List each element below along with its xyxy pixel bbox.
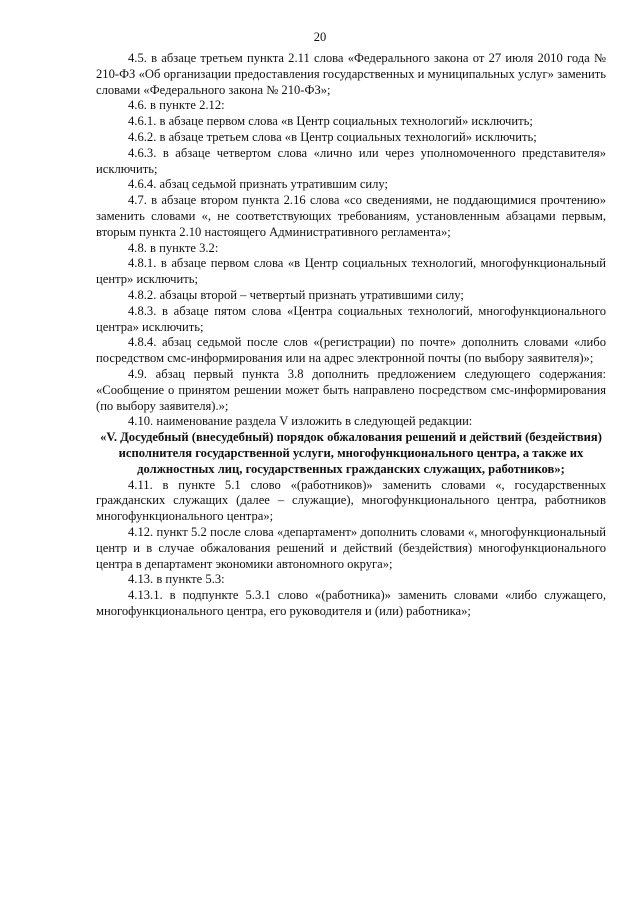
paragraph-4-10: 4.10. наименование раздела V изложить в следующей редакции: [128, 414, 473, 429]
paragraph-4-6: 4.6. в пункте 2.12: [128, 98, 225, 113]
paragraph-4-5: 4.5. в абзаце третьем пункта 2.11 слова «Федерального закона от 27 июля 2010 года № 210-ФЗ «Об организации предоставления государственных и муниципальных услуг» заменить словами «Федерального закона № 210-ФЗ»; [96, 51, 606, 97]
document-body [96, 51, 606, 620]
paragraph-4-8-1: 4.8.1. в абзаце первом слова «в Центр социальных технологий, многофункциональный центр» исключить; [96, 256, 606, 287]
paragraph-4-8-3: 4.8.3. в абзаце пятом слова «Центра социальных технологий, многофункционального центра» исключить; [96, 303, 606, 334]
section-v-heading: «V. Досудебный (внесудебный) порядок обжалования решений и действий (бездействия) исполнителя государственной услуги, многофункционального центра, а также их должностных лиц, государственных гражданских служащих, работников»; [100, 430, 602, 476]
paragraph-4-13: 4.13. в пункте 5.3: [128, 572, 225, 587]
paragraph-4-6-3: 4.6.3. в абзаце четвертом слова «лично или через уполномоченного представителя» исключить; [96, 145, 606, 176]
paragraph-4-11: 4.11. в пункте 5.1 слово «(работников)» заменить словами «, государственных гражданских служащих (далее – служащие), многофункционального центра, работников многофункционального центра»; [96, 477, 606, 524]
paragraph-4-6-4: 4.6.4. абзац седьмой признать утратившим силу; [128, 177, 389, 192]
paragraph-4-9: 4.9. абзац первый пункта 3.8 дополнить предложением следующего содержания: «Сообщение о принятом решении может быть направлено посредством смс-информирования (по выбору заявителя).»; [96, 366, 606, 413]
paragraph-4-8-2: 4.8.2. абзацы второй – четвертый признать утратившими силу; [128, 287, 464, 302]
page-number: 20 [313, 30, 327, 44]
paragraph-4-7: 4.7. в абзаце втором пункта 2.16 слова «со сведениями, не поддающимися прочтению» заменить словами «, не соответствующих требованиям, установленным абзацами первым, вторым пункта 2.10 настоящего Административного регламента»; [96, 193, 606, 239]
paragraph-4-6-1: 4.6.1. в абзаце первом слова «в Центр социальных технологий» исключить; [128, 114, 533, 129]
paragraph-4-8-4: 4.8.4. абзац седьмой после слов «(регистрации) по почте» дополнить словами «либо посредством смс-информирования или на адрес электронной почты (по выбору заявителя)»; [96, 335, 606, 366]
paragraph-4-13-1: 4.13.1. в подпункте 5.3.1 слово «(работника)» заменить словами «либо служащего, многофункционального центра, его руководителя и (или) работника»; [96, 588, 606, 618]
paragraph-4-6-2: 4.6.2. в абзаце третьем слова «в Центр социальных технологий» исключить; [128, 129, 537, 144]
paragraph-4-12: 4.12. пункт 5.2 после слова «департамент» дополнить словами «, многофункциональный центр и в случае обжалования решений и действий (бездействия) многофункционального центра в департамент экономики автономного округа»; [96, 524, 606, 571]
paragraph-4-8: 4.8. в пункте 3.2: [128, 240, 219, 255]
